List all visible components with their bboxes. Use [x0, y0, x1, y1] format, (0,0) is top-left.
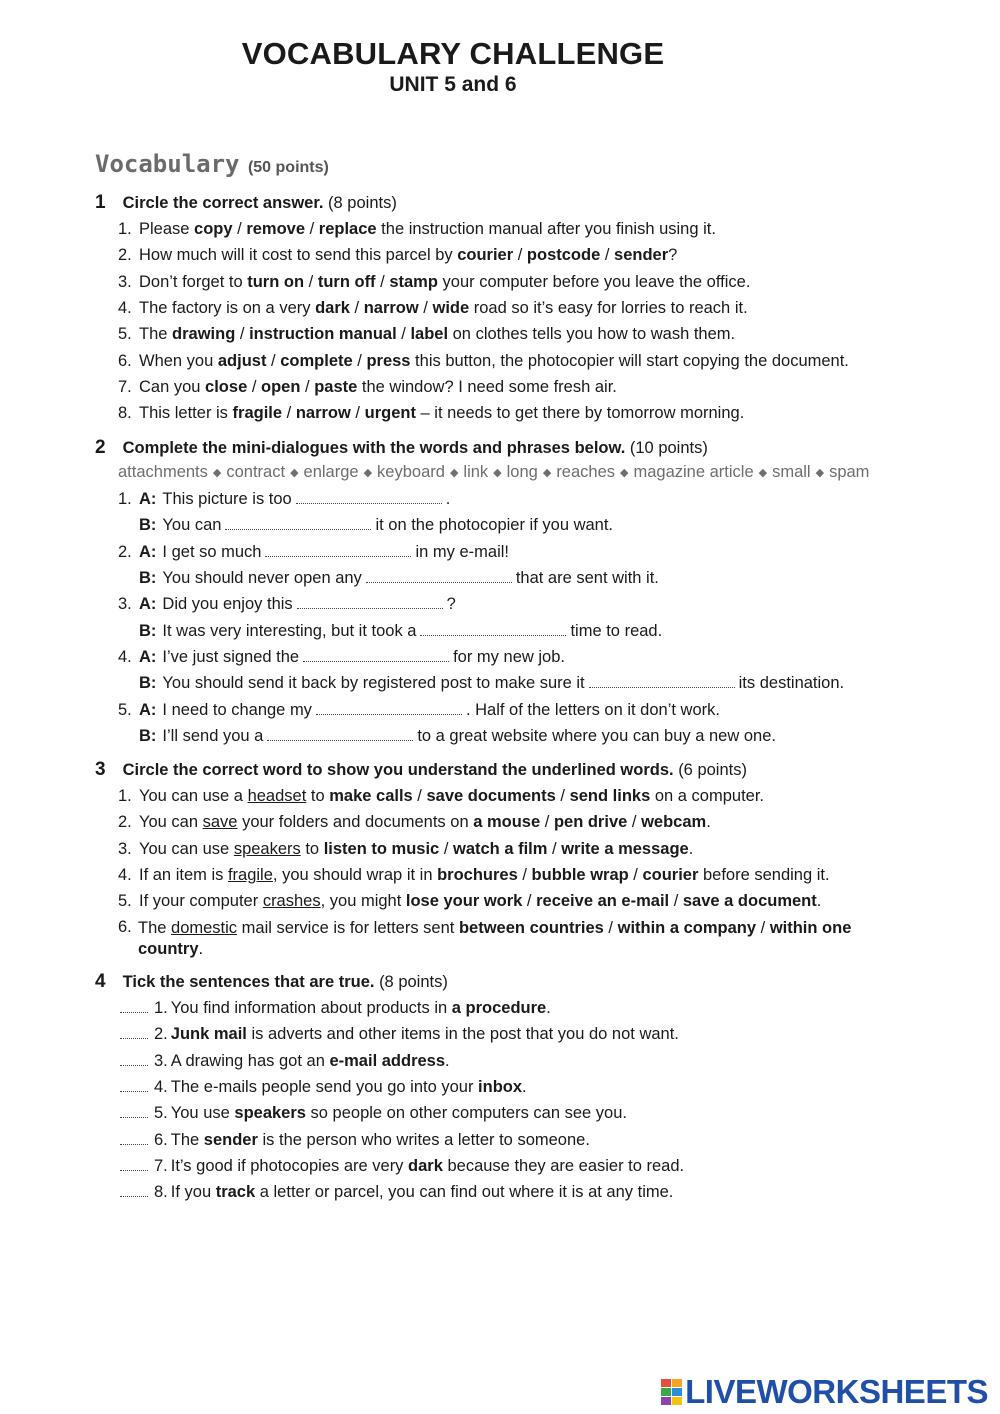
section-points: (10 points): [629, 439, 708, 457]
item-text: , you should wrap it in: [272, 866, 438, 884]
item-text: You find information about products in: [170, 999, 452, 1017]
section-points: (6 points): [678, 761, 747, 779]
key-term: sender: [203, 1131, 258, 1149]
brand-name: LIVEWORKSHEETS: [685, 1373, 988, 1410]
item-text: You can: [139, 813, 203, 831]
item-text: If your computer: [139, 892, 263, 910]
item-number: 1.: [118, 220, 132, 238]
underlined-word: speakers: [233, 840, 301, 858]
option-3: save a document: [682, 892, 817, 910]
item-text: How much will it cost to send this parcel by: [139, 246, 458, 264]
separator: /: [555, 787, 570, 805]
option-3: wide: [432, 299, 470, 317]
dialogue-text: You can: [162, 516, 222, 534]
dialogue-text: its destination.: [738, 674, 845, 692]
answer-blank[interactable]: [225, 519, 371, 530]
option-2: open: [261, 378, 301, 396]
diamond-icon: ◆: [542, 467, 552, 479]
separator: /: [547, 840, 562, 858]
item-number: 7.: [154, 1157, 168, 1175]
item-text: on clothes tells you how to wash them.: [448, 325, 736, 343]
answer-blank[interactable]: [366, 572, 512, 583]
dialogue-text: Did you enjoy this: [162, 595, 293, 613]
separator: /: [247, 378, 262, 396]
separator: /: [517, 866, 532, 884]
separator: /: [628, 866, 643, 884]
item-text: to: [300, 840, 324, 858]
item-number: 1.: [154, 999, 168, 1017]
dialogue-line: [118, 674, 844, 693]
item-number: 7.: [118, 378, 132, 396]
item-text: is adverts and other items in the post that you do not want.: [246, 1025, 679, 1043]
item-number: 3.: [118, 595, 132, 613]
dialogue-line: [118, 648, 565, 667]
option-3: write a message: [561, 840, 689, 858]
separator: /: [412, 787, 427, 805]
speaker-label: B:: [139, 674, 157, 692]
list-item: [118, 273, 750, 292]
key-term: e-mail address: [329, 1052, 446, 1070]
item-number: 5.: [118, 325, 132, 343]
liveworksheets-logo: [661, 1373, 988, 1411]
section-2-heading: [95, 437, 975, 459]
item-number: 6.: [118, 918, 132, 936]
list-item: [118, 892, 821, 911]
item-number: 3.: [154, 1052, 168, 1070]
section-points: (8 points): [328, 194, 397, 212]
option-3: replace: [318, 220, 377, 238]
dialogue-line: [118, 622, 662, 641]
item-number: 4.: [118, 648, 132, 666]
diamond-icon: ◆: [620, 467, 629, 479]
dialogue-line: [118, 543, 509, 562]
item-number: 2.: [118, 813, 132, 831]
answer-blank[interactable]: [589, 677, 735, 688]
item-number: 4.: [118, 866, 132, 884]
separator: /: [603, 919, 618, 937]
list-item: [120, 999, 551, 1018]
option-1: adjust: [217, 352, 267, 370]
tick-blank[interactable]: [120, 1081, 148, 1092]
option-3: courier: [642, 866, 699, 884]
answer-blank[interactable]: [316, 704, 462, 715]
word-bank-item: small: [772, 463, 811, 481]
word-bank-item: attachments: [118, 463, 208, 481]
dialogue-line: [118, 569, 659, 588]
list-item: [118, 220, 716, 239]
dialogue-line: [118, 727, 776, 746]
underlined-word: domestic: [171, 919, 238, 937]
dialogue-text: This picture is too: [162, 490, 292, 508]
word-bank-item: enlarge: [303, 463, 359, 481]
section-number: 1: [95, 192, 106, 213]
item-text: If an item is: [139, 866, 228, 884]
list-item: [120, 1183, 673, 1202]
word-bank-item: link: [463, 463, 489, 481]
separator: /: [300, 378, 315, 396]
separator: /: [266, 352, 281, 370]
item-text: When you: [139, 352, 218, 370]
item-number: 3.: [118, 840, 132, 858]
speaker-label: A:: [139, 490, 157, 508]
option-2: remove: [246, 220, 306, 238]
option-3: send links: [569, 787, 651, 805]
diamond-icon: ◆: [758, 467, 768, 479]
item-text: The: [170, 1131, 204, 1149]
option-1: close: [205, 378, 248, 396]
key-term: track: [215, 1183, 256, 1201]
dialogue-text: for my new job.: [453, 648, 565, 666]
list-item: [118, 299, 748, 318]
option-1: copy: [194, 220, 233, 238]
dialogue-text: It was very interesting, but it took a: [162, 622, 417, 640]
option-1: drawing: [172, 325, 236, 343]
list-item: [120, 1157, 684, 1176]
item-text: the window? I need some fresh air.: [357, 378, 617, 396]
option-3: urgent: [364, 404, 416, 422]
tick-blank[interactable]: [120, 1107, 148, 1118]
option-3: paste: [314, 378, 358, 396]
option-2: instruction manual: [249, 325, 397, 343]
answer-blank[interactable]: [296, 493, 442, 504]
option-1: make calls: [329, 787, 413, 805]
speaker-label: B:: [139, 516, 157, 534]
diamond-icon: ◆: [449, 467, 459, 479]
separator: /: [352, 352, 367, 370]
dialogue-text: You should never open any: [162, 569, 362, 587]
dialogue-line: [118, 490, 450, 509]
diamond-icon: ◆: [363, 467, 373, 479]
diamond-icon: ◆: [493, 467, 502, 479]
diamond-icon: ◆: [815, 467, 825, 479]
item-text: Can you: [139, 378, 206, 396]
answer-blank[interactable]: [265, 546, 411, 557]
underlined-word: save: [202, 813, 238, 831]
option-2: within a company: [617, 919, 757, 937]
item-text: You can use: [139, 840, 234, 858]
list-item-text: [138, 918, 898, 960]
option-2: pen drive: [553, 813, 628, 831]
section-instruction: Circle the correct answer.: [122, 194, 324, 212]
option-1: listen to music: [323, 840, 440, 858]
item-text: If you: [170, 1183, 216, 1201]
item-text: because they are easier to read.: [442, 1157, 685, 1175]
word-bank-item: spam: [829, 463, 870, 481]
speaker-label: A:: [139, 648, 157, 666]
item-text: to: [306, 787, 330, 805]
option-2: bubble wrap: [531, 866, 629, 884]
list-item: [118, 404, 744, 423]
item-text: a letter or parcel, you can find out where it is at any time.: [255, 1183, 674, 1201]
dialogue-text: time to read.: [570, 622, 663, 640]
item-number: 8.: [154, 1183, 168, 1201]
section-points: (8 points): [379, 973, 448, 991]
section-1-heading: [95, 192, 975, 214]
dialogue-line: [118, 595, 456, 614]
item-text: The: [139, 325, 173, 343]
option-2: postcode: [526, 246, 601, 264]
dialogue-text: it on the photocopier if you want.: [375, 516, 614, 534]
item-text: road so it’s easy for lorries to reach it.: [469, 299, 748, 317]
option-1: turn on: [247, 273, 305, 291]
section-number: 2: [95, 437, 106, 458]
tick-blank[interactable]: [120, 1186, 148, 1197]
speaker-label: A:: [139, 595, 157, 613]
separator: /: [349, 299, 364, 317]
list-item: [118, 378, 617, 397]
dialogue-text: . Half of the letters on it don’t work.: [465, 701, 720, 719]
speaker-label: B:: [139, 622, 157, 640]
speaker-label: B:: [139, 727, 157, 745]
list-item: [118, 866, 830, 885]
item-text: on a computer.: [650, 787, 765, 805]
separator: /: [513, 246, 527, 264]
answer-blank[interactable]: [297, 598, 443, 609]
item-number: 4.: [118, 299, 132, 317]
vocabulary-points: (50 points): [247, 159, 329, 176]
item-text: It’s good if photocopies are very: [170, 1157, 409, 1175]
item-text: ?: [668, 246, 678, 264]
dialogue-text: I’ll send you a: [162, 727, 264, 745]
speaker-label: A:: [139, 543, 157, 561]
word-bank-item: long: [506, 463, 538, 481]
dialogue-line: [118, 701, 720, 720]
underlined-word: crashes: [262, 892, 321, 910]
option-1: lose your work: [405, 892, 523, 910]
option-3: label: [410, 325, 449, 343]
section-number: 3: [95, 759, 106, 780]
item-number: 6.: [118, 352, 132, 370]
separator: /: [305, 220, 319, 238]
item-text: .: [688, 840, 694, 858]
separator: /: [540, 813, 554, 831]
item-number: 6.: [154, 1131, 168, 1149]
item-text: .: [816, 892, 822, 910]
separator: /: [396, 325, 411, 343]
item-number: 3.: [118, 273, 132, 291]
item-text: .: [445, 1052, 450, 1070]
item-number: 4.: [154, 1078, 168, 1096]
option-1: a mouse: [473, 813, 541, 831]
item-text: A drawing has got an: [170, 1052, 330, 1070]
option-1: fragile: [232, 404, 283, 422]
separator: /: [756, 919, 770, 937]
dialogue-text: to a great website where you can buy a new one.: [417, 727, 776, 745]
item-text: The: [138, 919, 172, 937]
item-text: Don’t forget to: [139, 273, 248, 291]
word-bank-item: reaches: [556, 463, 616, 481]
vocabulary-label: Vocabulary: [95, 150, 240, 178]
list-item: [120, 1131, 590, 1150]
option-1: dark: [315, 299, 350, 317]
separator: /: [350, 404, 365, 422]
item-text: this button, the photocopier will start copying the document.: [410, 352, 849, 370]
word-bank-item: keyboard: [377, 463, 445, 481]
option-2: watch a film: [453, 840, 548, 858]
diamond-icon: ◆: [212, 467, 222, 479]
separator: /: [522, 892, 537, 910]
list-item: [118, 787, 764, 806]
section-instruction: Circle the correct word to show you understand the underlined words.: [122, 761, 674, 779]
item-number: 1.: [118, 490, 132, 508]
underlined-word: headset: [247, 787, 307, 805]
item-number: 2.: [118, 543, 132, 561]
option-2: receive an e-mail: [536, 892, 670, 910]
option-2: complete: [280, 352, 353, 370]
separator: /: [627, 813, 642, 831]
logo-mark-icon: [661, 1379, 682, 1405]
item-text: .: [522, 1078, 527, 1096]
tick-blank[interactable]: [120, 1055, 148, 1066]
item-text: You can use a: [139, 787, 248, 805]
tick-blank[interactable]: [120, 1002, 148, 1013]
item-text: The e-mails people send you go into your: [170, 1078, 479, 1096]
word-bank-item: magazine article: [633, 463, 754, 481]
item-number: 5.: [154, 1104, 168, 1122]
item-text: , you might: [320, 892, 406, 910]
separator: /: [282, 404, 296, 422]
item-number: 8.: [118, 404, 132, 422]
vocabulary-heading: [95, 150, 329, 178]
item-text: the instruction manual after you finish using it.: [376, 220, 716, 238]
item-text: .: [546, 999, 551, 1017]
underlined-word: fragile: [227, 866, 273, 884]
item-text: your computer before you leave the office.: [437, 273, 751, 291]
key-term: a procedure: [451, 999, 547, 1017]
item-text: mail service is for letters sent: [237, 919, 459, 937]
speaker-label: A:: [139, 701, 157, 719]
section-number: 4: [95, 971, 106, 992]
dialogue-text: in my e-mail!: [415, 543, 509, 561]
option-2: narrow: [363, 299, 419, 317]
section-3-heading: [95, 759, 975, 781]
page-subtitle: UNIT 5 and 6: [389, 73, 517, 96]
list-item: [120, 1078, 527, 1097]
item-number: 5.: [118, 701, 132, 719]
separator: /: [600, 246, 615, 264]
item-number: 2.: [154, 1025, 168, 1043]
item-text: Please: [139, 220, 195, 238]
option-2: turn off: [317, 273, 376, 291]
section-instruction: Complete the mini-dialogues with the words and phrases below.: [122, 439, 626, 457]
tick-blank[interactable]: [120, 1160, 148, 1171]
dialogue-text: You should send it back by registered post to make sure it: [162, 674, 585, 692]
answer-blank[interactable]: [303, 651, 449, 662]
separator: /: [375, 273, 390, 291]
tick-blank[interactable]: [120, 1028, 148, 1039]
option-1: brochures: [437, 866, 518, 884]
separator: /: [304, 273, 318, 291]
separator: /: [439, 840, 453, 858]
item-number: 1.: [118, 787, 132, 805]
speaker-label: B:: [139, 569, 157, 587]
option-2: save documents: [426, 787, 556, 805]
list-item: [118, 813, 711, 832]
item-text: is the person who writes a letter to someone.: [257, 1131, 590, 1149]
word-bank-item: contract: [226, 463, 286, 481]
diamond-icon: ◆: [290, 467, 299, 479]
item-text: before sending it.: [698, 866, 830, 884]
list-item: [118, 840, 693, 859]
page-title: VOCABULARY CHALLENGE: [241, 36, 665, 71]
list-item: [118, 352, 849, 371]
key-term: Junk mail: [170, 1025, 247, 1043]
word-bank: [118, 463, 869, 482]
item-text: .: [706, 813, 711, 831]
key-term: dark: [408, 1157, 443, 1175]
dialogue-text: I need to change my: [162, 701, 312, 719]
list-item: [120, 1025, 679, 1044]
dialogue-text: I’ve just signed the: [162, 648, 300, 666]
dialogue-text: ?: [446, 595, 456, 613]
option-1: between countries: [458, 919, 604, 937]
list-item: [120, 1104, 627, 1123]
dialogue-text: .: [445, 490, 451, 508]
option-3: press: [366, 352, 411, 370]
list-item: [118, 325, 735, 344]
item-number: 2.: [118, 246, 132, 264]
option-3: webcam: [641, 813, 707, 831]
dialogue-text: I get so much: [162, 543, 262, 561]
list-item: [118, 918, 139, 937]
item-text: .: [198, 940, 204, 958]
answer-blank[interactable]: [420, 625, 566, 636]
item-number: 5.: [118, 892, 132, 910]
option-3: stamp: [389, 273, 438, 291]
option-2: narrow: [295, 404, 351, 422]
item-text: so people on other computers can see you.: [305, 1104, 627, 1122]
answer-blank[interactable]: [267, 730, 413, 741]
item-text: The factory is on a very: [139, 299, 316, 317]
separator: /: [235, 325, 250, 343]
tick-blank[interactable]: [120, 1134, 148, 1145]
section-instruction: Tick the sentences that are true.: [122, 973, 375, 991]
separator: /: [669, 892, 683, 910]
option-3: within one country: [138, 919, 852, 958]
option-3: sender: [614, 246, 669, 264]
item-text: your folders and documents on: [237, 813, 474, 831]
key-term: inbox: [478, 1078, 523, 1096]
key-term: speakers: [234, 1104, 306, 1122]
list-item: [118, 246, 677, 265]
item-text: You use: [170, 1104, 235, 1122]
option-1: courier: [457, 246, 514, 264]
separator: /: [232, 220, 247, 238]
separator: /: [418, 299, 433, 317]
dialogue-line: [118, 516, 613, 535]
item-text: – it needs to get there by tomorrow morning.: [415, 404, 745, 422]
item-text: This letter is: [139, 404, 233, 422]
list-item: [120, 1052, 450, 1071]
dialogue-text: that are sent with it.: [515, 569, 659, 587]
section-4-heading: [95, 971, 975, 993]
